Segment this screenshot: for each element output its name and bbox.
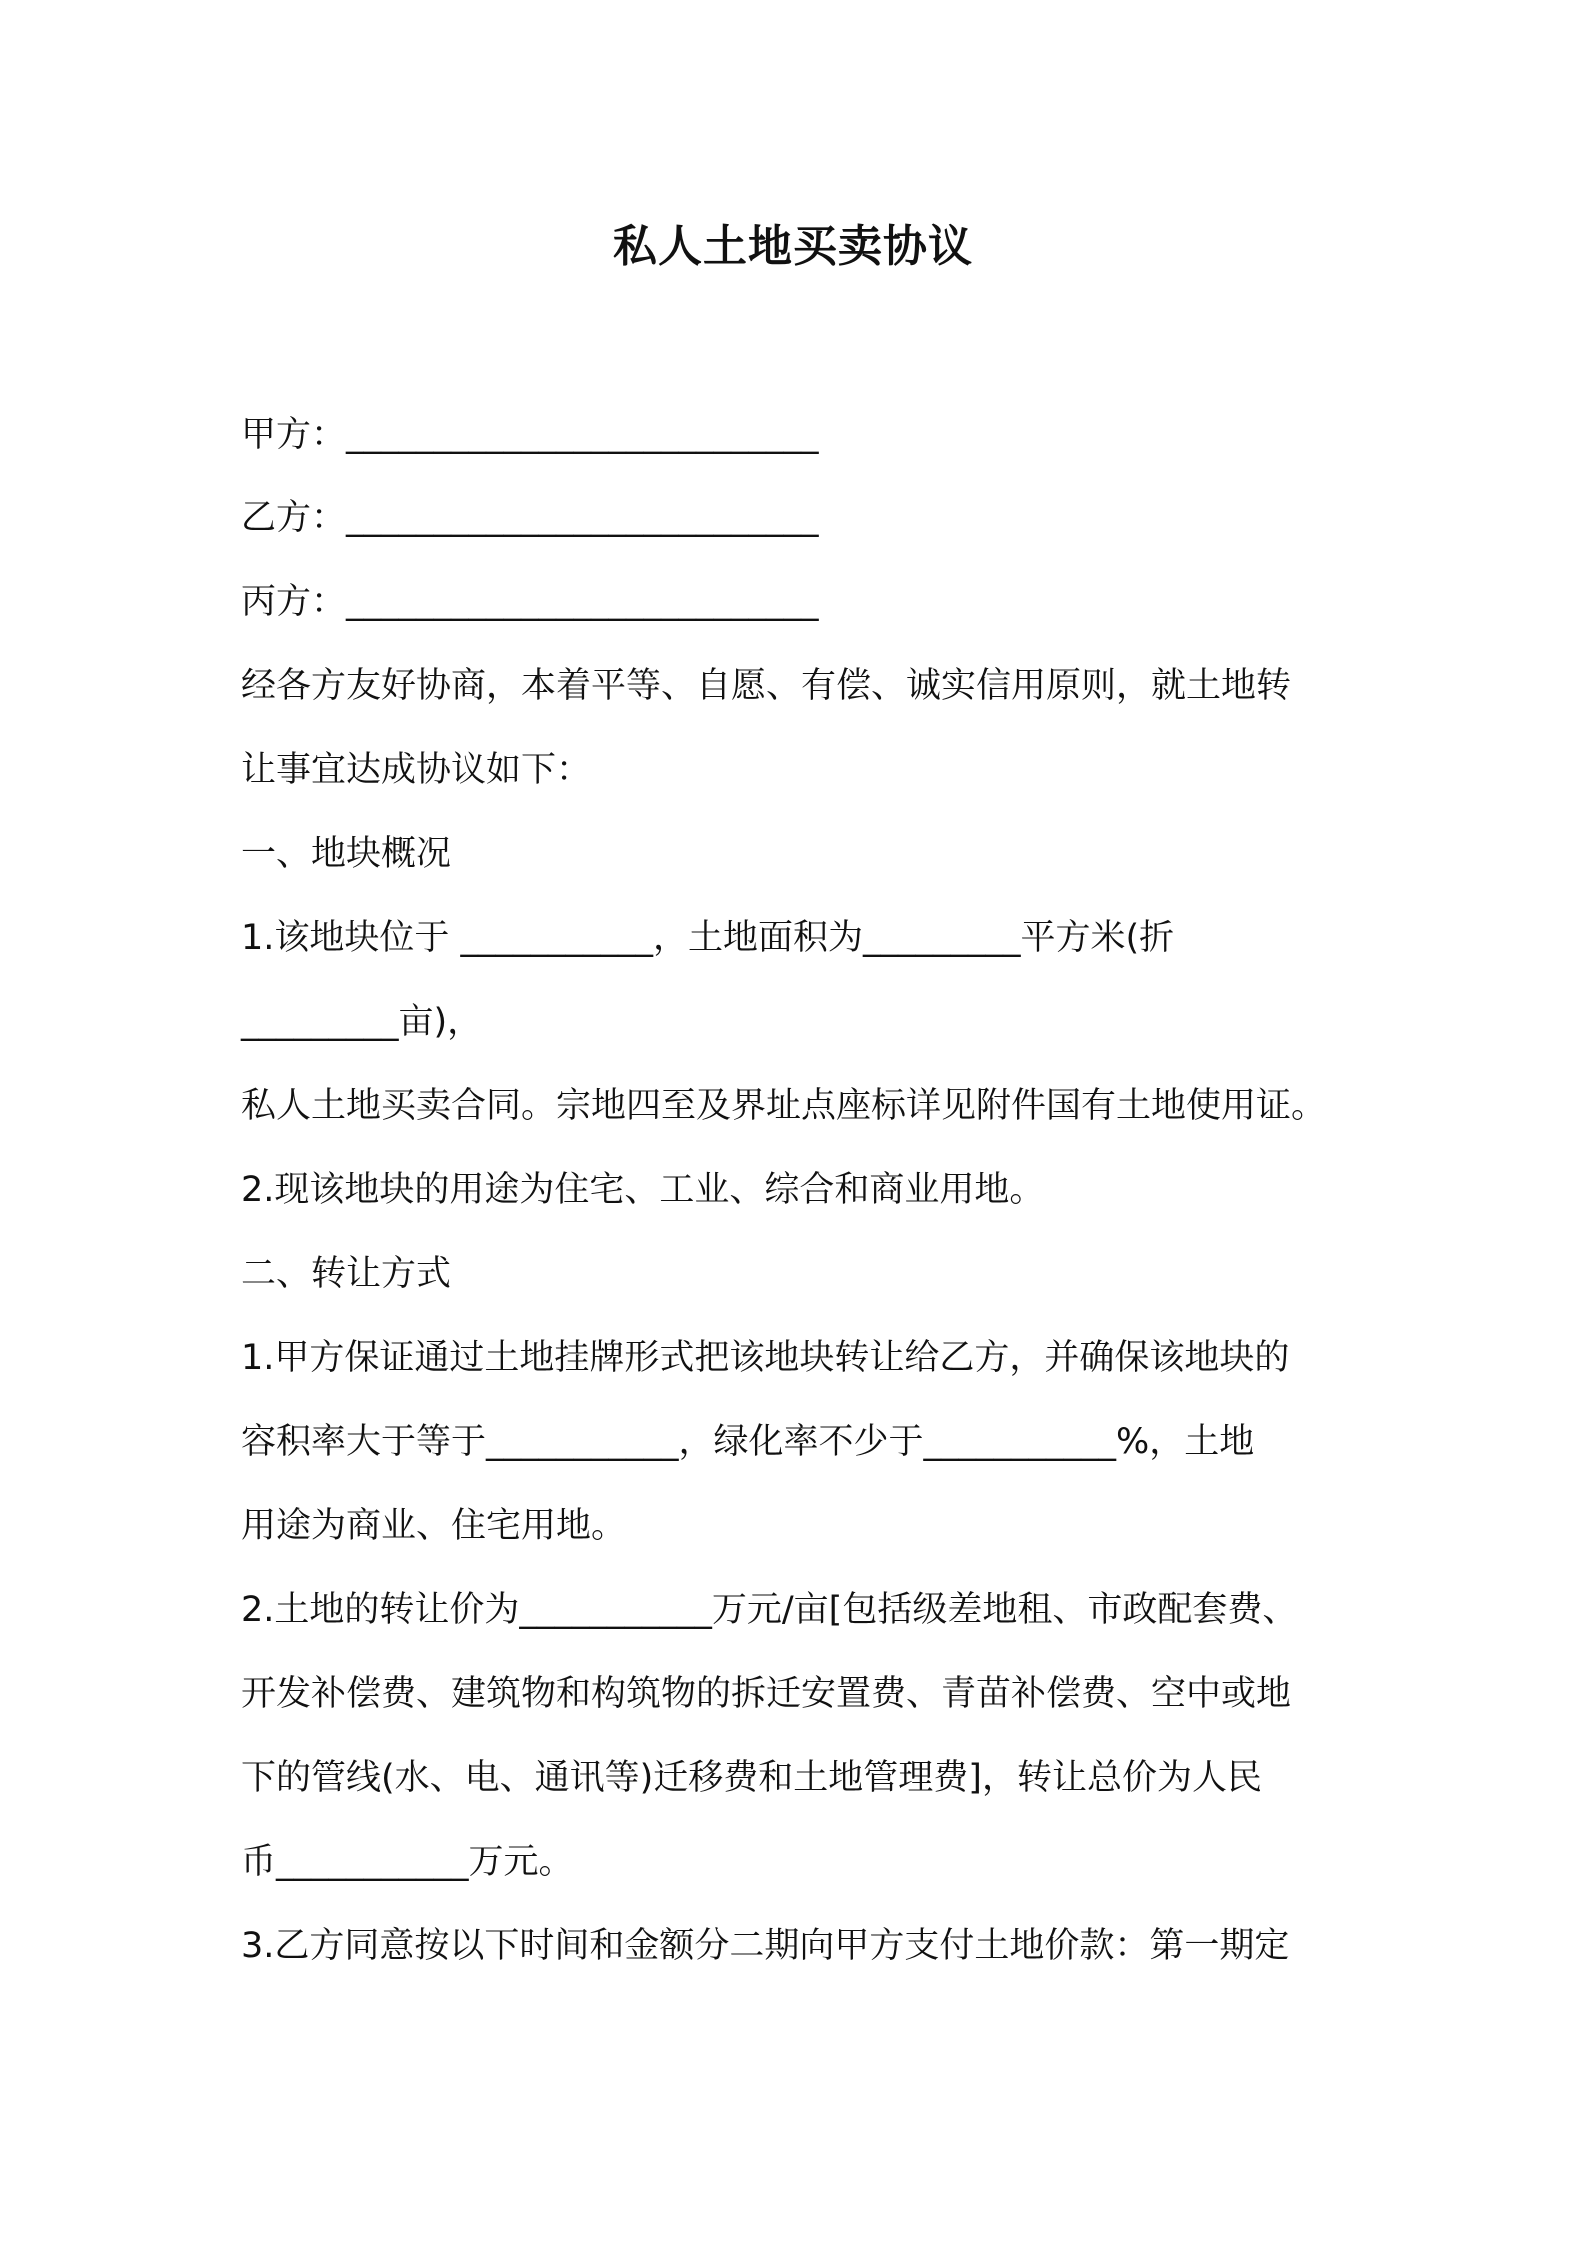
preamble-line-1: 经各方友好协商，本着平等、自愿、有偿、诚实信用原则，就土地转 (241, 666, 1292, 706)
party-c-line: 丙方：___________________________ (241, 582, 819, 622)
clause-1-1-line-3: 私人土地买卖合同。宗地四至及界址点座标详见附件国有土地使用证。 (241, 1086, 1327, 1126)
party-a-line: 甲方：___________________________ (241, 415, 819, 455)
clause-2-1-line-3: 用途为商业、住宅用地。 (241, 1506, 627, 1546)
clause-2-2-line-2: 开发补偿费、建筑物和构筑物的拆迁安置费、青苗补偿费、空中或地 (241, 1674, 1292, 1714)
party-b-line: 乙方：___________________________ (241, 498, 819, 538)
clause-1-1-line-1: 1.该地块位于 ___________，土地面积为_________平方米(折 (241, 918, 1175, 958)
clause-2-1-line-2: 容积率大于等于___________，绿化率不少于___________%，土地 (241, 1422, 1255, 1462)
preamble-line-2: 让事宜达成协议如下： (241, 750, 592, 790)
clause-2-2-line-1: 2.土地的转让价为___________万元/亩[包括级差地租、市政配套费、 (241, 1590, 1298, 1630)
clause-1-1-line-2: _________亩)， (241, 1002, 483, 1042)
clause-1-2-line: 2.现该地块的用途为住宅、工业、综合和商业用地。 (241, 1170, 1045, 1210)
section-1-heading: 一、地块概况 (241, 834, 452, 874)
clause-2-1-line-1: 1.甲方保证通过土地挂牌形式把该地块转让给乙方，并确保该地块的 (241, 1338, 1290, 1378)
clause-2-2-line-4: 币___________万元。 (241, 1842, 574, 1882)
section-2-heading: 二、转让方式 (241, 1254, 452, 1294)
clause-2-2-line-3: 下的管线(水、电、通讯等)迁移费和土地管理费]，转让总价为人民 (241, 1758, 1262, 1798)
document-title: 私人土地买卖协议 (613, 221, 973, 272)
clause-2-3-line-1: 3.乙方同意按以下时间和金额分二期向甲方支付土地价款：第一期定 (241, 1926, 1290, 1966)
